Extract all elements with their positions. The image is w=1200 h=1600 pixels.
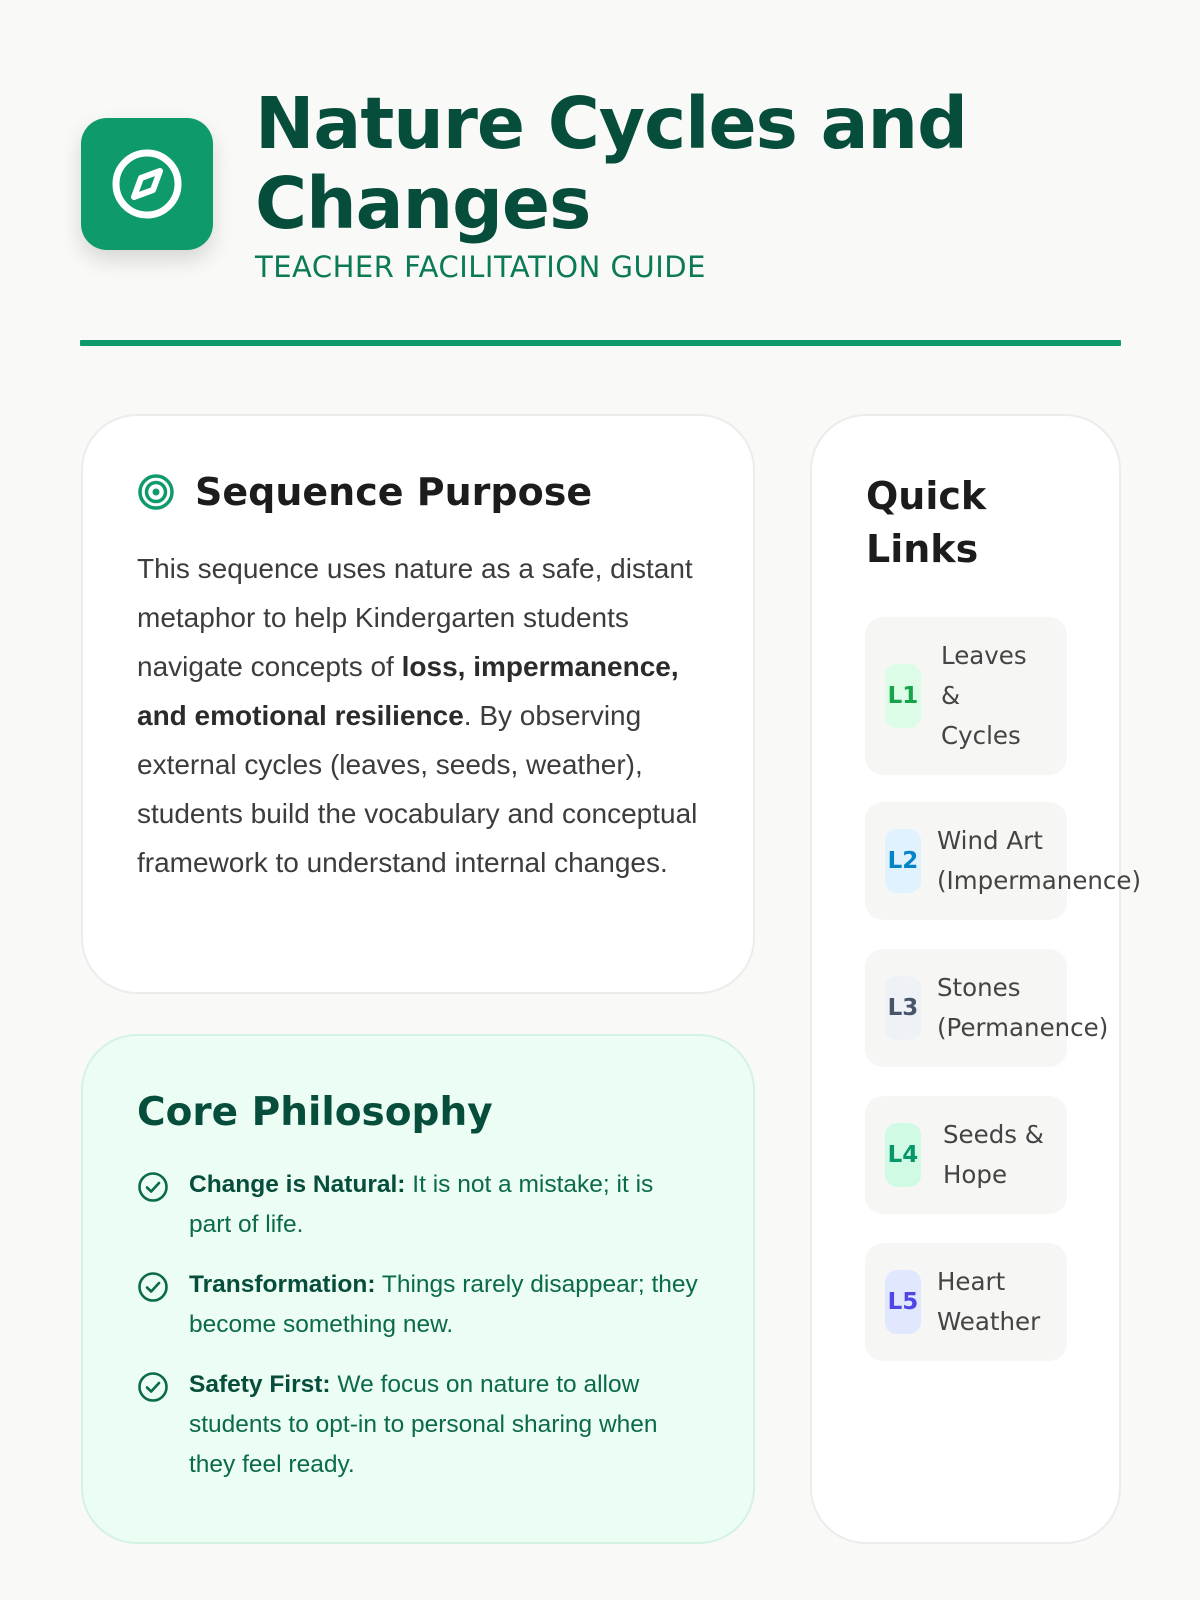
quick-link-l3[interactable] xyxy=(865,949,1109,1067)
core-philosophy-card xyxy=(81,1034,755,1544)
quick-link-label: Leaves & Cycles xyxy=(941,641,1027,750)
header-divider xyxy=(80,340,1121,346)
quick-link-l2[interactable] xyxy=(865,802,1142,920)
quick-link-label: Stones (Permanence) xyxy=(937,973,1109,1042)
list-item: Transformation: Things rarely disappear; they become something new. xyxy=(137,1265,699,1345)
philosophy-list xyxy=(137,1165,699,1485)
page-subtitle: TEACHER FACILITATION GUIDE xyxy=(255,250,706,284)
core-philosophy-heading: Core Philosophy xyxy=(137,1090,493,1135)
page-header xyxy=(81,84,1121,284)
quick-links-title: Quick Links xyxy=(866,474,987,571)
lesson-badge: L5 xyxy=(885,1270,921,1334)
quick-links-card xyxy=(810,414,1142,1544)
check-circle-icon xyxy=(137,1371,169,1403)
page-title: Nature Cycles and Changes xyxy=(255,82,967,245)
lesson-badge: L1 xyxy=(885,664,921,728)
list-item: Safety First: We focus on nature to allow students to opt-in to personal sharing when they feel ready. xyxy=(137,1365,699,1485)
check-circle-icon xyxy=(137,1171,169,1203)
sequence-purpose-card xyxy=(81,414,755,994)
quick-link-l5[interactable] xyxy=(865,1243,1067,1361)
sequence-purpose-heading xyxy=(137,470,699,514)
purpose-emphasis: loss, impermanence, and emotional resilience xyxy=(137,651,679,731)
target-icon xyxy=(137,473,175,511)
sequence-purpose-text: This sequence uses nature as a safe, distant metaphor to help Kindergarten students navigate concepts of loss, impermanence, and emotional resilience. By observing external cycles (leaves, seeds, weather), students build the vocabulary and conceptual framework to understand internal changes. xyxy=(137,553,698,878)
quick-link-l4[interactable] xyxy=(865,1096,1067,1214)
compass-icon xyxy=(81,118,213,250)
quick-link-label: Wind Art (Impermanence) xyxy=(937,826,1142,895)
lesson-badge: L2 xyxy=(885,829,921,893)
lesson-badge: L4 xyxy=(885,1123,921,1187)
lesson-badge: L3 xyxy=(885,976,921,1040)
quick-link-l1[interactable] xyxy=(865,617,1067,775)
check-circle-icon xyxy=(137,1271,169,1303)
quick-link-label: Seeds & Hope xyxy=(943,1120,1044,1189)
list-item: Change is Natural: It is not a mistake; it is part of life. xyxy=(137,1165,699,1245)
quick-link-label: Heart Weather xyxy=(937,1267,1041,1336)
sequence-purpose-title: Sequence Purpose xyxy=(195,470,593,514)
